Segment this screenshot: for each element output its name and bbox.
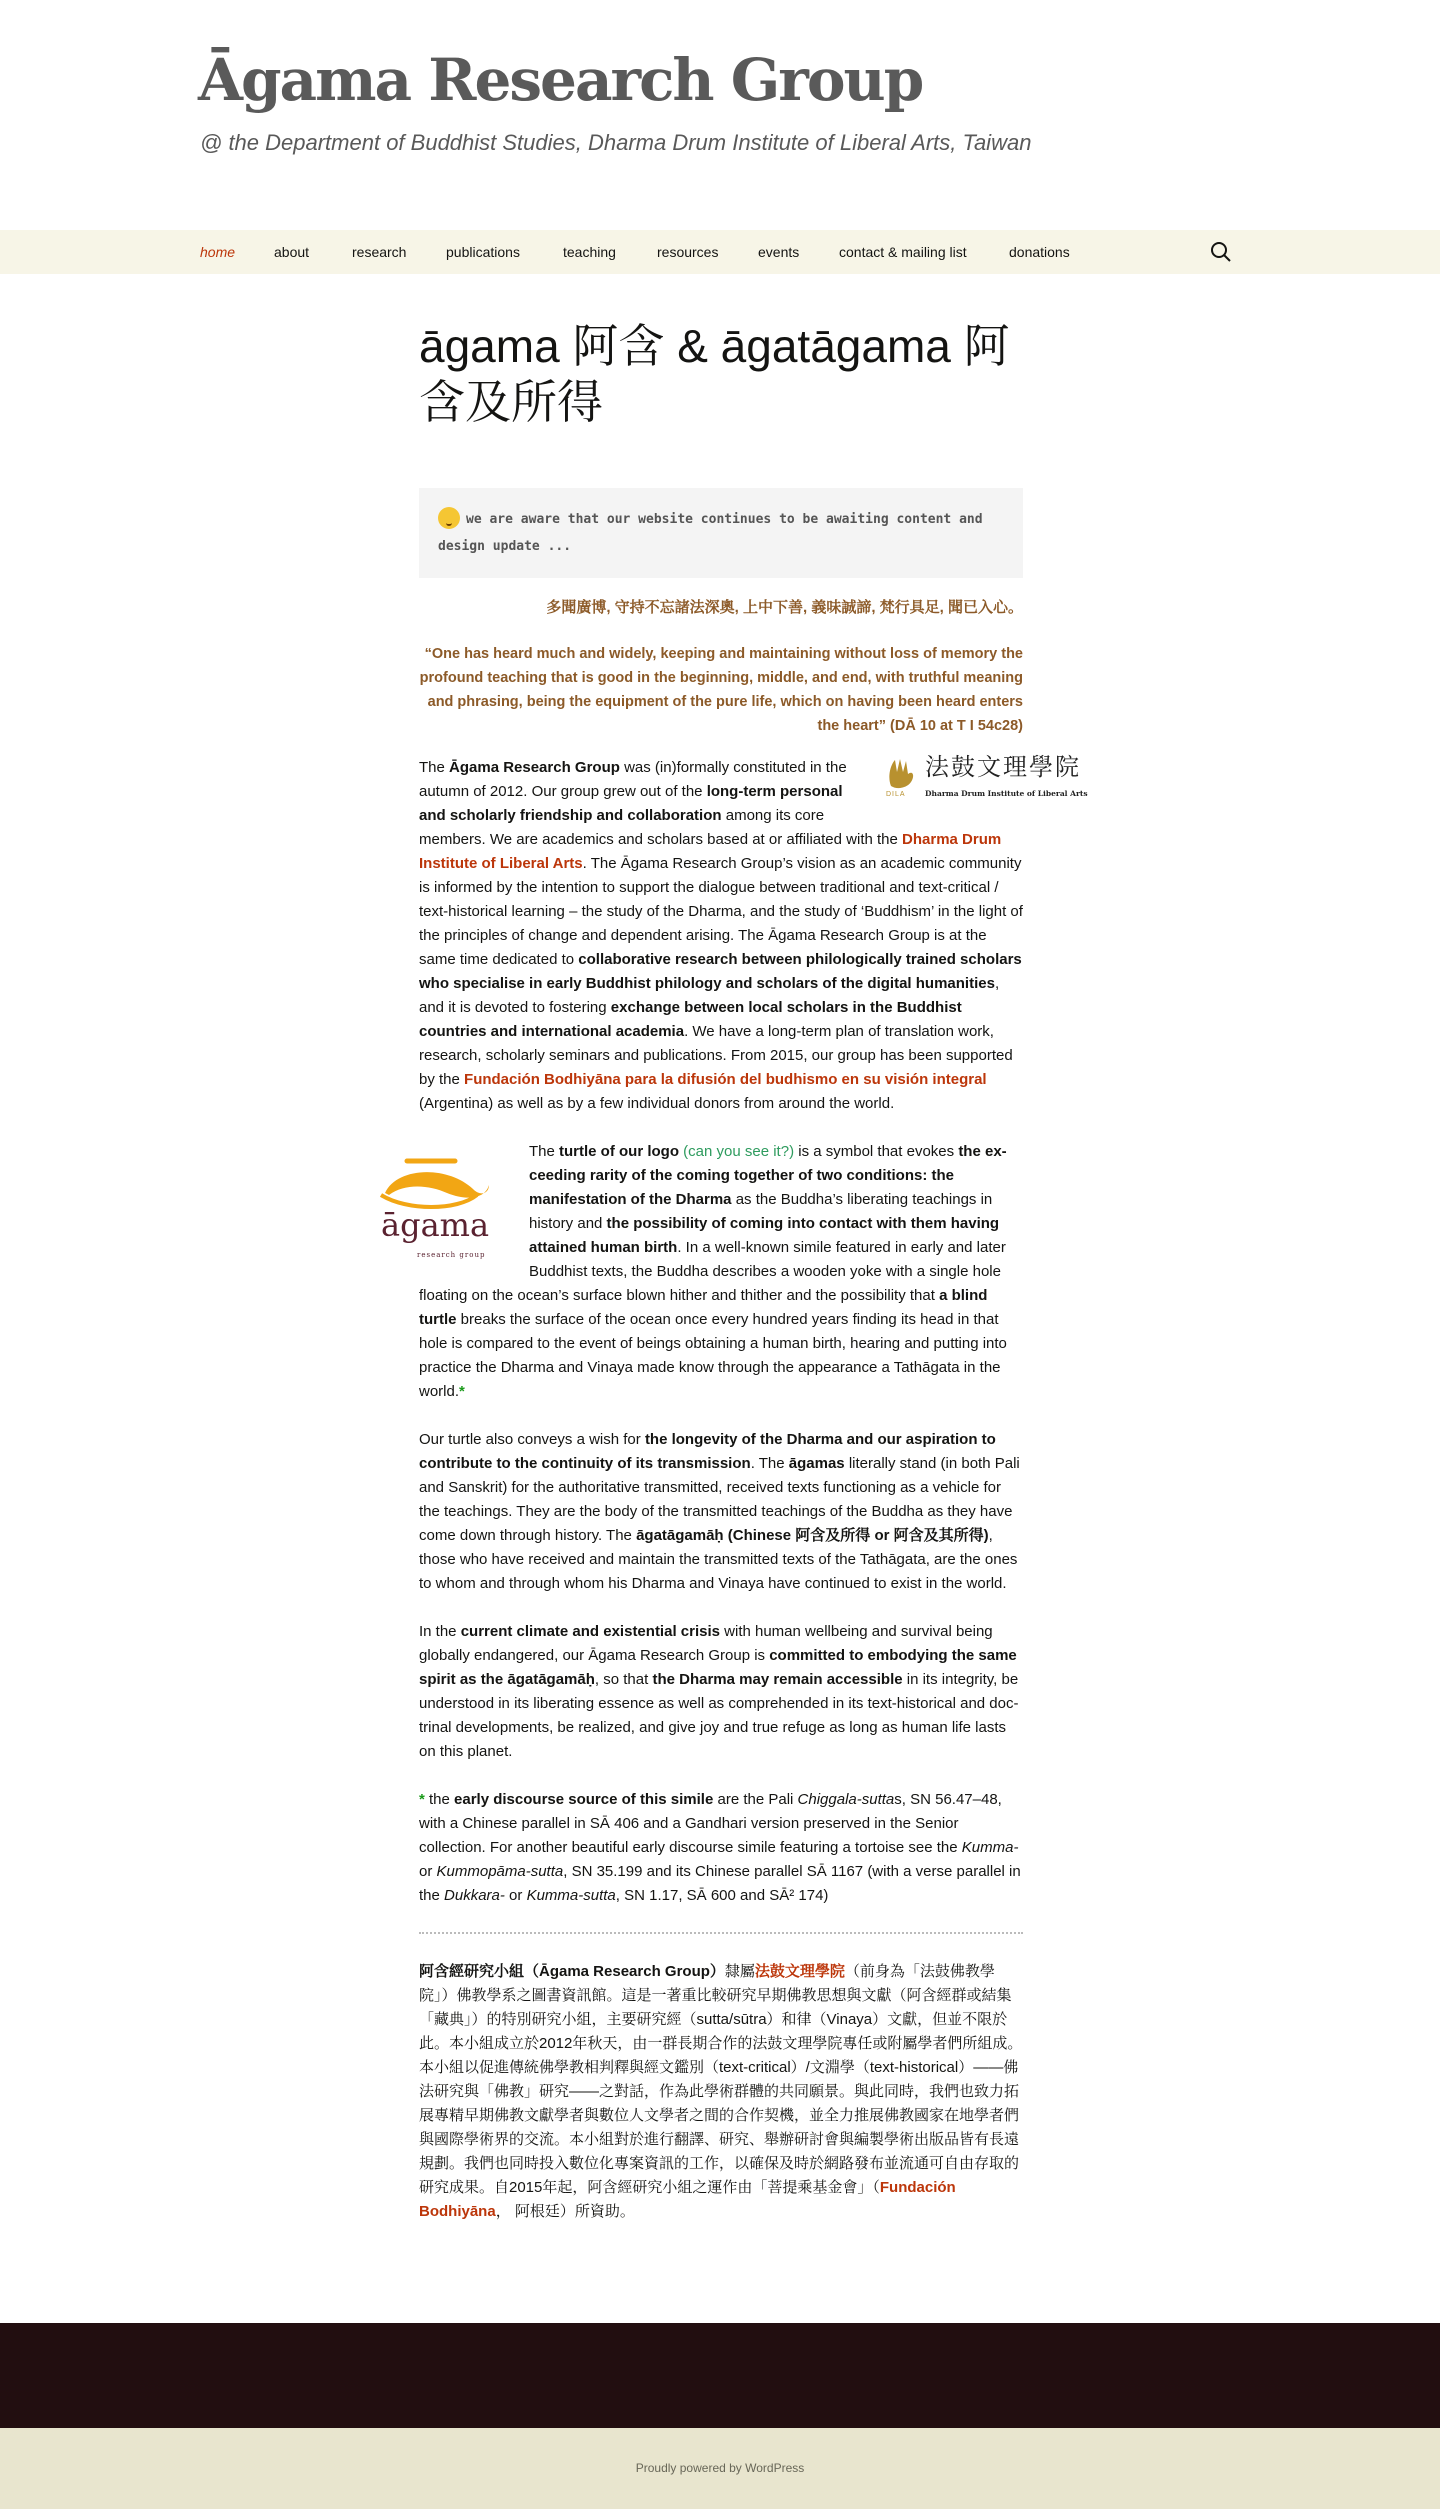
quote-english: “One has heard much and widely, keeping and maintaining without loss of memory the profound teaching that is good in the beginning, middle, and end, with truthful meaning and phrasing, being the equipment of the pure life, which on having been heard enters the heart” (DĀ 10 at T I 54c28) — [419, 646, 1023, 734]
text-segment: in its integrity, be understood in its liberating essence as well as comprehended in its text-historical and doctrinal developments, be realized, and give joy and true refuge as long as human life lasts on this planet. — [419, 1671, 1019, 1760]
bold-text: a blind turtle — [419, 1287, 988, 1328]
nav-resources[interactable]: resources — [657, 244, 719, 260]
italic-text: Chiggala-sutta — [797, 1791, 895, 1808]
footer-widgets — [0, 2323, 1440, 2428]
turtle-paragraph — [381, 1140, 1023, 1404]
nav-events[interactable]: events — [758, 244, 800, 260]
text-segment: literally stand (in both Pali and Sanskrit) for the authoritative transmitted, received texts functioning as a vehicle for the teachings. They are the body of the transmitted teachings of the Buddha as they have come down through history. The — [419, 1455, 1020, 1544]
site-description: @ the Department of Buddhist Studies, Dharma Drum Institute of Liberal Arts, Taiwan — [200, 130, 1032, 155]
bold-text: the Dharma may remain accessible — [652, 1671, 903, 1688]
relieved-face-icon — [438, 507, 460, 529]
text-segment: is a symbol that evokes — [794, 1143, 959, 1160]
text-segment: as the Buddha’s liberating teachings in history and — [529, 1191, 993, 1232]
text-segment: (Argentina) as well as by a few individual donors from around the world. — [419, 1095, 895, 1112]
italic-text: Dukkara- — [444, 1887, 505, 1904]
bold-text: current climate and existential crisis — [460, 1623, 720, 1640]
dila-english: Dharma Drum Institute of Liberal Arts — [925, 789, 1088, 798]
text-segment: In the — [419, 1623, 461, 1640]
site-title-link[interactable]: Āgama Research Group — [198, 46, 923, 114]
nav-home[interactable]: home — [200, 244, 236, 260]
text-segment: or — [419, 1863, 437, 1880]
bold-text: āgamas — [788, 1455, 845, 1472]
intro-paragraph — [419, 753, 1088, 1116]
nav-about[interactable]: about — [274, 244, 310, 260]
text-segment: The — [419, 759, 450, 776]
text-segment: Our turtle also conveys a wish for — [419, 1431, 645, 1448]
chinese-paragraph — [419, 1960, 1023, 2224]
text-segment: ， 阿根廷）所資助。 — [495, 2203, 635, 2220]
site-header — [0, 0, 1440, 230]
agama-logo-sub: research group — [417, 1251, 486, 1259]
inline-link[interactable]: Fundación Bodhiyāna — [419, 2179, 956, 2220]
italic-text: Kumma- — [961, 1839, 1019, 1856]
wordpress-credit-link[interactable]: Proudly powered by WordPress — [635, 2461, 805, 2475]
bold-text: early discourse source of this simile — [454, 1791, 714, 1808]
footnote-marker: * — [459, 1383, 465, 1400]
quote-chinese: 多聞廣博, 守持不忘諸法深奧, 上中下善, 義味誠諦, 梵行具足, 聞已入心。 — [546, 599, 1023, 616]
italic-text: Kummopāma-sutta — [436, 1863, 564, 1880]
agama-logo-name: āgama — [381, 1206, 490, 1244]
dila-logo[interactable] — [885, 753, 1088, 804]
bold-text: the exceeding rarity of the coming together of two conditions: the manifestation of the Dharma — [529, 1143, 1007, 1208]
page-content — [381, 318, 1088, 2224]
bold-text: āgatāgamāḥ (Chinese 阿含及所得 or 阿含及其所得) — [636, 1527, 989, 1544]
text-segment: （前身為「法鼓佛教學院」）佛教學系之圖書資訊館。這是一著重比較研究早期佛教思想與文獻（阿含經群或結集「藏典」）的特別研究小組，主要研究經（sutta/sūtra）和律（Vinaya）文獻，但並不限於此。本小組成立於2012年秋天，由一群長期合作的法鼓文理學院專任或附屬學者們所組成。本小組以促進傳統佛學教相判釋與經文鑑別（text-critical）/文淵學（text-historical）——佛法研究與「佛教」研究——之對話，作為此學術群體的共同願景。與此同時，我們也致力拓展專精早期佛教文獻學者與數位人文學者之間的合作契機，並全力推展佛教國家在地學者們與國際學術界的交流。本小組對於進行翻譯、研究、舉辦研討會與編製學術出版品皆有長遠規劃。我們也同時投入數位化專案資訊的工作，以確保及時於網路發布並流通可自由存取的研究成果。自2015年起，阿含經研究小組之運作由「菩提乘基金會」（ — [419, 1963, 1023, 2196]
dila-chinese: 法鼓文理學院 — [925, 753, 1081, 781]
text-segment: . The Āgama Research Group’s vision as an academic community is informed by the intention to support the dialogue between traditional and text-critical / text-historical learning – the study of the Dharma, and the study of ‘Buddhism’ in the light of the principles of change and dependent arising. The Āgama Research Group is at the same time dedicated to — [419, 855, 1023, 968]
nav-donations[interactable]: donations — [1009, 244, 1070, 260]
text-segment: , SN 35.199 and its Chinese parallel SĀ 1167 (with a verse parallel in the — [419, 1863, 1021, 1904]
text-segment: (can you see it?) — [683, 1143, 795, 1160]
text-segment: was (in)formally constituted in the autumn of 2012. Our group grew out of the — [419, 759, 847, 800]
bold-text: collaborative research between philologically trained scholars who specialise in early Buddhist philology and scholars of the digital humanities — [419, 951, 1022, 992]
nav-research[interactable]: research — [352, 244, 407, 260]
bold-text: committed to embodying the same spirit as the āgatāgamāḥ — [419, 1647, 1017, 1688]
bold-text: Āgama Research Group — [449, 759, 620, 776]
text-segment: breaks the surface of the ocean once every hundred years finding its head in that hole is compared to the event of beings obtaining a human birth, hearing and putting into practice the Dharma and Vinaya made know through the appearance a Tathāgata in the world. — [419, 1311, 1007, 1400]
site-footer — [0, 2428, 1440, 2509]
text-segment: , SN 1.17, SĀ 600 and SĀ² 174) — [615, 1887, 829, 1904]
bold-text: the possibility of coming into contact with them having attained human birth — [529, 1215, 1000, 1256]
climate-paragraph — [419, 1620, 1023, 1764]
text-segment: . The — [750, 1455, 789, 1472]
footnote-paragraph — [419, 1788, 1023, 1908]
notice-box — [419, 488, 1023, 578]
text-segment: s, SN 56.47–48, with a Chinese parallel in SĀ 406 and a Gandhari version preserved in the Senior collection. For another beautiful early discourse simile featuring a tortoise see the — [419, 1791, 1002, 1856]
text-segment: . We have a long-term plan of translation work, research, scholarly seminars and publications. From 2015, our group has been supported by the — [419, 1023, 1013, 1088]
page-title: āgama 阿含 & āgatāgama 阿含及所得 — [419, 320, 1010, 428]
footnote-marker: * — [419, 1791, 425, 1808]
italic-text: Kumma-sutta — [526, 1887, 616, 1904]
text-segment: the — [424, 1791, 455, 1808]
text-segment: or — [504, 1887, 527, 1904]
bold-text: 阿含經研究小組（Āgama Research Group） — [419, 1963, 725, 1980]
dila-abbr: DILA — [886, 791, 906, 798]
text-segment: with human wellbeing and survival being globally endangered, our Āgama Research Group is — [419, 1623, 993, 1664]
inline-link[interactable]: Dharma Drum Institute of Liberal Arts — [419, 831, 1002, 872]
text-segment: The — [529, 1143, 560, 1160]
inline-link[interactable]: Fundación Bodhiyāna para la difusión del budhismo en su visión integral — [464, 1071, 987, 1088]
inline-link[interactable]: 法鼓文理學院 — [754, 1963, 845, 1980]
text-segment: are the Pali — [713, 1791, 798, 1808]
dotted-separator — [419, 1932, 1023, 1934]
search-icon[interactable] — [1210, 241, 1232, 263]
bold-text: the longevity of the Dharma and our aspiration to contribute to the continuity of its transmission — [419, 1431, 996, 1472]
nav-contact[interactable]: contact & mailing list — [839, 244, 967, 260]
text-segment: , and it is devoted to fostering — [419, 975, 1000, 1016]
bold-text: exchange between local scholars in the Buddhist countries and international academia — [419, 999, 962, 1040]
main-navigation — [0, 230, 1440, 274]
dila-mark-icon — [885, 756, 919, 790]
bold-text: turtle of our logo — [559, 1143, 679, 1160]
notice-text: we are aware that our website continues to be awaiting content and design update ... — [438, 512, 983, 554]
text-segment: . In a well-known simile featured in early and later Buddhist texts, the Buddha describes a wooden yoke with a single hole floating on the ocean’s surface blown hither and thither and the possibility that — [419, 1239, 1006, 1304]
text-segment: , so that — [594, 1671, 653, 1688]
agama-logo[interactable] — [377, 1155, 493, 1265]
bold-text: long-term personal and scholarly friendship and collaboration — [419, 783, 843, 824]
text-segment: among its core members. We are academics and scholars based at or affiliated with the — [419, 807, 903, 848]
nav-teaching[interactable]: teaching — [563, 244, 616, 260]
turtle-wish-paragraph — [419, 1428, 1023, 1596]
text-segment: 隸屬 — [724, 1963, 755, 1980]
text-segment: , those who have received and maintain the transmitted texts of the Tathāgata, are the ones to whom and through whom his Dharma and Vinaya have continued to exist in the world. — [419, 1527, 1018, 1592]
nav-publications[interactable]: publications — [446, 244, 520, 260]
